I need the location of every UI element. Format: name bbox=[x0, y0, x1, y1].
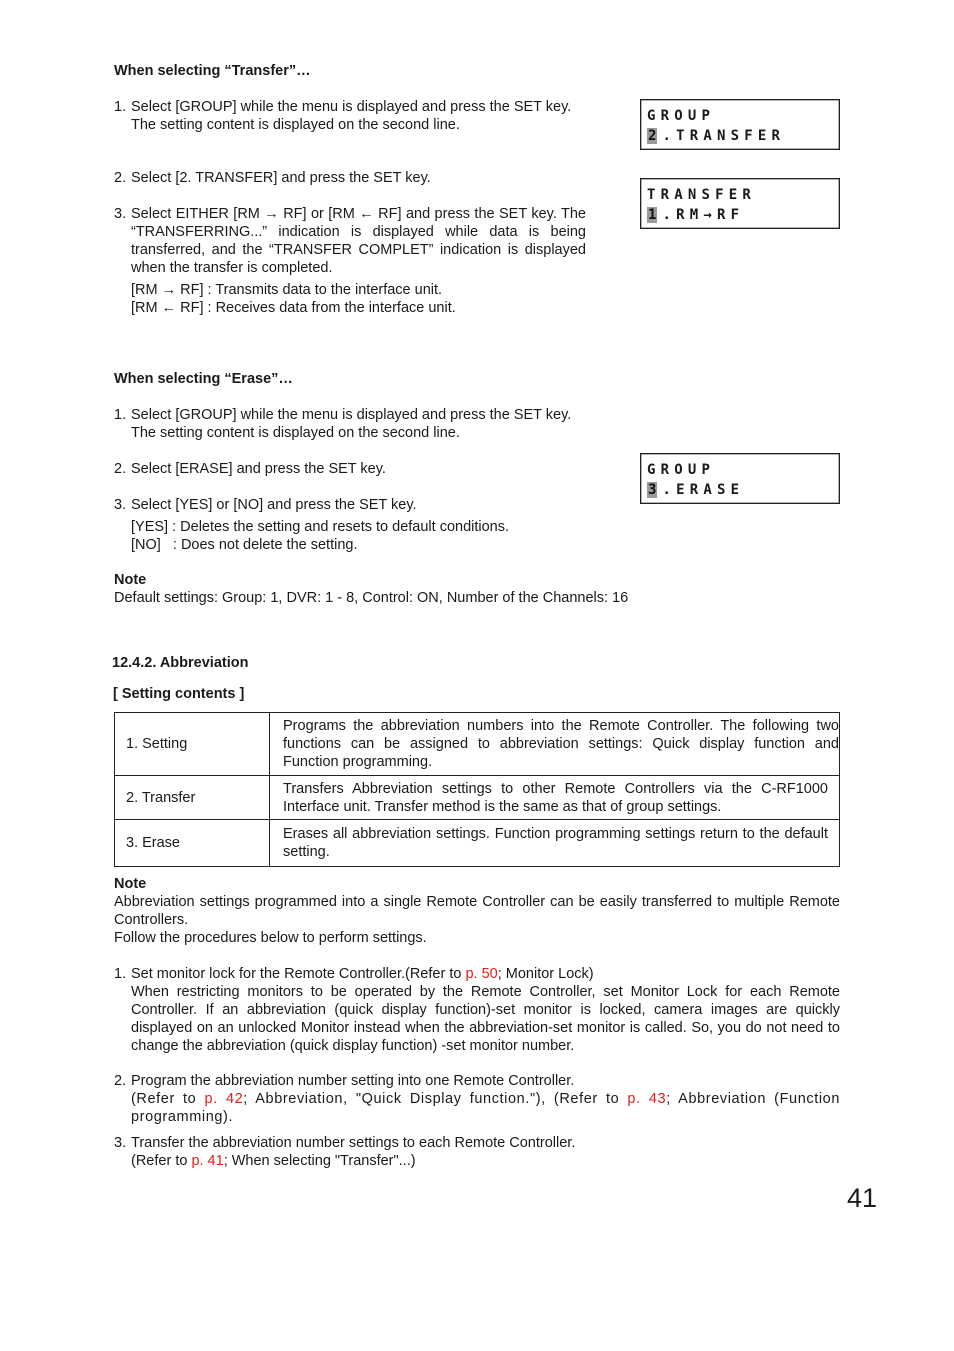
text-span: ; Monitor Lock) bbox=[497, 966, 594, 982]
step-text: The setting content is displayed on the second line. bbox=[131, 117, 460, 133]
text-span: ; Abbreviation (Function programming). bbox=[131, 1091, 840, 1125]
table-row bbox=[115, 713, 840, 776]
lcd-line-2 bbox=[647, 205, 839, 225]
note-label: Note bbox=[114, 572, 147, 588]
option-text: [RM ← RF] : Receives data from the interface unit. bbox=[131, 300, 456, 316]
section-heading: 12.4.2. Abbreviation bbox=[112, 655, 249, 671]
setting-contents-table bbox=[114, 712, 840, 867]
lcd-cursor: 1 bbox=[648, 207, 657, 223]
text-span: (Refer to bbox=[131, 1091, 205, 1107]
lcd-text: .TRANSFER bbox=[662, 128, 786, 144]
subheading: [ Setting contents ] bbox=[113, 686, 245, 702]
step-number: 3. bbox=[114, 1135, 127, 1151]
step-text: Select [GROUP] while the menu is displayed and press the SET key. bbox=[131, 407, 572, 423]
lcd-line-1: TRANSFER bbox=[647, 187, 757, 203]
lcd-line-2 bbox=[647, 126, 839, 146]
step-number: 2. bbox=[114, 170, 127, 186]
step-text: Select [GROUP] while the menu is displayed and press the SET key. bbox=[131, 99, 572, 115]
lcd-cursor: 3 bbox=[648, 482, 657, 498]
option-text: [YES] : Deletes the setting and resets to default conditions. bbox=[131, 519, 510, 535]
lcd-text: .RM→RF bbox=[662, 207, 745, 223]
lcd-text: .ERASE bbox=[662, 482, 745, 498]
table-cell-key: 1. Setting bbox=[115, 713, 270, 776]
step-text: Select [2. TRANSFER] and press the SET key. bbox=[131, 170, 431, 186]
step-number: 3. bbox=[114, 206, 127, 222]
page-link[interactable]: p. 43 bbox=[627, 1091, 667, 1107]
step-text: Program the abbreviation number setting into one Remote Controller. bbox=[131, 1073, 575, 1089]
table-cell-value: Erases all abbreviation settings. Function programming settings return to the default setting. bbox=[270, 820, 840, 867]
page-link[interactable]: p. 42 bbox=[204, 1091, 244, 1107]
step-body bbox=[131, 1090, 840, 1126]
note-text: Abbreviation settings programmed into a single Remote Controller can be easily transferred to multiple Remote Controllers. bbox=[114, 894, 840, 928]
transfer-heading: When selecting “Transfer”… bbox=[114, 63, 311, 79]
text-span: ; When selecting "Transfer"...) bbox=[223, 1153, 416, 1169]
page-number: 41 bbox=[846, 1183, 877, 1213]
step-number: 1. bbox=[114, 966, 127, 982]
step-text: Select [YES] or [NO] and press the SET key. bbox=[131, 497, 417, 513]
lcd-display-group-transfer bbox=[640, 99, 840, 150]
note-text: Follow the procedures below to perform settings. bbox=[114, 930, 427, 946]
lcd-line-2 bbox=[647, 480, 839, 500]
step-text: The setting content is displayed on the second line. bbox=[131, 425, 460, 441]
step-body: When restricting monitors to be operated by the Remote Controller, set Monitor Lock for each Remote Controller. If an abbreviation (quick display function)-set monitor is locked, camera images are quickly displayed on an unlocked Monitor instead when the abbreviation-set monitor is called. So, you do not need to change the abbreviation (quick display function) -set monitor number. bbox=[131, 984, 840, 1054]
step-text: Select [ERASE] and press the SET key. bbox=[131, 461, 386, 477]
table-cell-value: Programs the abbreviation numbers into the Remote Controller. The following two functions can be assigned to abbreviation settings: Quick display function and Function programming. bbox=[270, 713, 840, 776]
lcd-display-transfer bbox=[640, 178, 840, 229]
lcd-line-1: GROUP bbox=[647, 108, 716, 124]
option-text: [RM → RF] : Transmits data to the interface unit. bbox=[131, 282, 443, 298]
table-cell-key: 2. Transfer bbox=[115, 776, 270, 820]
step-number: 2. bbox=[114, 461, 127, 477]
step-text: Select EITHER [RM → RF] or [RM ← RF] and press the SET key. The “TRANSFERRING...” indication is displayed while data is being transferred, and the “TRANSFER COMPLET” indication is displayed when the transfer is completed. bbox=[131, 206, 586, 276]
step-text bbox=[131, 965, 594, 983]
step-number: 3. bbox=[114, 497, 127, 513]
text-span: Set monitor lock for the Remote Controller.(Refer to bbox=[131, 966, 466, 982]
step-number: 1. bbox=[114, 407, 127, 423]
step-body bbox=[131, 1152, 416, 1170]
note-label: Note bbox=[114, 876, 147, 892]
table-row bbox=[115, 776, 840, 820]
option-text: [NO] : Does not delete the setting. bbox=[131, 537, 358, 553]
note-text: Default settings: Group: 1, DVR: 1 - 8, Control: ON, Number of the Channels: 16 bbox=[114, 590, 629, 606]
page-link[interactable]: p. 50 bbox=[465, 966, 498, 982]
erase-heading: When selecting “Erase”… bbox=[114, 371, 293, 387]
text-span: ; Abbreviation, "Quick Display function."), (Refer to bbox=[243, 1091, 628, 1107]
page-link[interactable]: p. 41 bbox=[191, 1153, 224, 1169]
lcd-line-1: GROUP bbox=[647, 462, 716, 478]
table-row bbox=[115, 820, 840, 867]
step-number: 1. bbox=[114, 99, 127, 115]
step-number: 2. bbox=[114, 1073, 127, 1089]
table-cell-key: 3. Erase bbox=[115, 820, 270, 867]
text-span: (Refer to bbox=[131, 1153, 192, 1169]
lcd-display-group-erase bbox=[640, 453, 840, 504]
step-text: Transfer the abbreviation number settings to each Remote Controller. bbox=[131, 1135, 576, 1151]
lcd-cursor: 2 bbox=[648, 128, 657, 144]
table-cell-value: Transfers Abbreviation settings to other Remote Controllers via the C-RF1000 Interface unit. Transfer method is the same as that of group settings. bbox=[270, 776, 840, 820]
